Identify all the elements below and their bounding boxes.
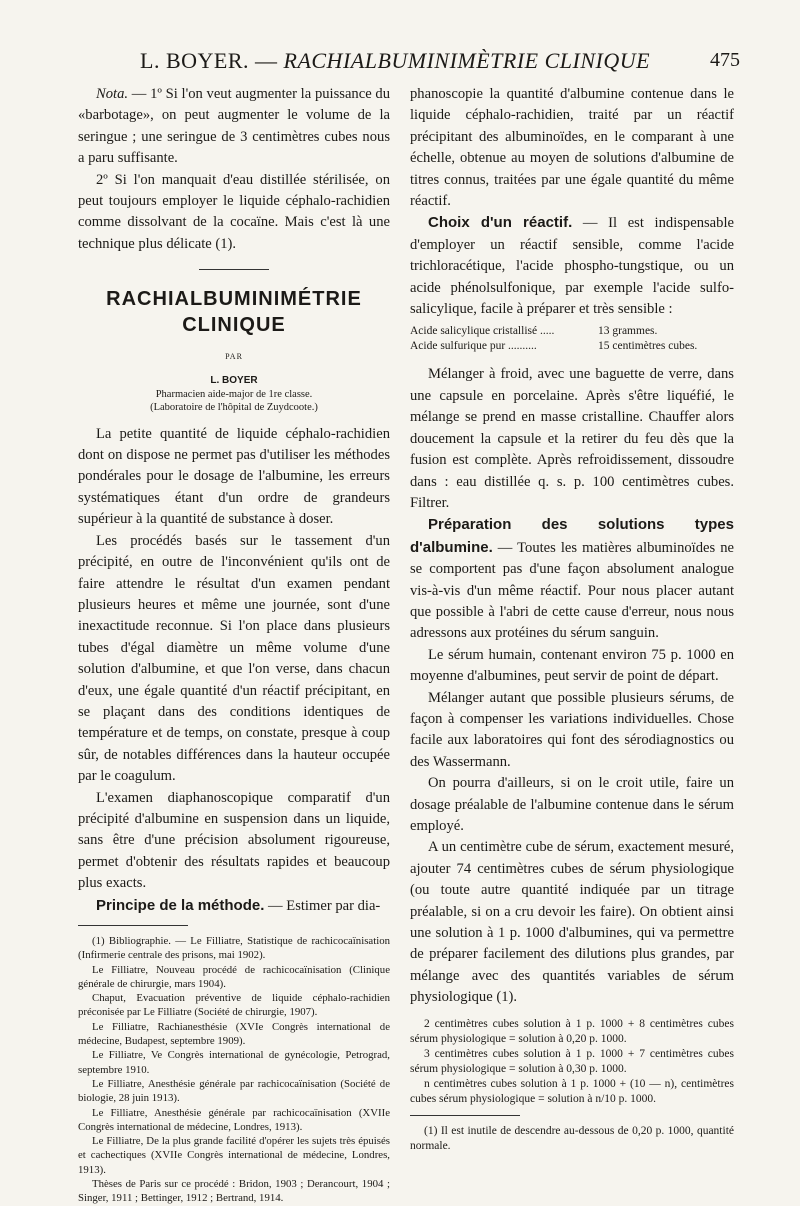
- body-paragraph: Le sérum humain, contenant environ 75 p. 1000 en moyenne d'albumines, peut servir de point de départ.: [410, 646, 734, 685]
- recipe-item: Acide sulfurique pur ..........: [410, 340, 537, 353]
- note-text-1: — 1º Si l'on veut augmenter la puissance du «barbotage», on peut augmenter le volume de la seringue ; une seringue de 3 centimètres cubes nous a paru suffisante.: [78, 86, 390, 167]
- left-column: [78, 84, 390, 1206]
- body-paragraph: Mélanger autant que possible plusieurs sérums, de façon à compenser les variations individuelles. Chose facile aux laboratoires qui font des sérodiagnostics ou des Wassermann.: [410, 689, 734, 770]
- recipe-qty: 15 centimètres cubes.: [598, 340, 698, 353]
- affiliation-line-1: Pharmacien aide-major de 1re classe.: [155, 388, 313, 400]
- body-paragraph: A un centimètre cube de sérum, exactement mesuré, ajouter 74 centimètres cubes de sérum physiologique (ou toute autre quantité indiquée par un titrage préalable, si on a cru devoir les faire). On obtient ainsi une solution à 1 p. 1000 d'albumines, qui va permettre de préparer facilement des dilutions plus grandes, par mélange avec des quantités variables de sérum physiologique (1).: [410, 839, 734, 1006]
- footnote-item: Chaput, Evacuation préventive de liquide céphalo-rachidien préconisée par Le Filliatre (Société de chirurgie, 1907).: [78, 992, 390, 1019]
- section-divider: [199, 269, 269, 270]
- dilution-line: 2 centimètres cubes solution à 1 p. 1000 + 8 centimètres cubes sérum physiologique = solution à 0,20 p. 1000.: [410, 1017, 734, 1045]
- running-title: [140, 48, 650, 74]
- running-header: [140, 48, 740, 78]
- byline-par: PAR: [225, 352, 243, 362]
- right-column: [410, 84, 734, 1154]
- prep-paragraph: [410, 514, 734, 644]
- page-number: 475: [710, 49, 740, 71]
- choix-paragraph: [410, 212, 734, 320]
- footnote-item: Le Filliatre, Anesthésie générale par rachicocaïnisation (Société de biologie, 28 juin 1913).: [78, 1077, 390, 1105]
- running-article-title: RACHIALBUMINIMÈTRIE CLINIQUE: [283, 48, 651, 73]
- principe-heading: Principe de la méthode.: [96, 896, 265, 914]
- footnote-item: Thèses de Paris sur ce procédé : Bridon, 1903 ; Derancourt, 1904 ; Singer, 1911 ; Bettinger, 1912 ; Bertrand, 1914.: [78, 1178, 390, 1205]
- note-label: Nota.: [96, 86, 129, 102]
- body-paragraph: Les procédés basés sur le tassement d'un précipité, en outre de l'inconvénient qu'ils ont de faire attendre le résultat d'un examen pendant plusieurs heures et même une journée, sont d'une inexactitude reconnue. Si l'on place dans plusieurs tubes d'égal diamètre un même volume d'une solution d'albumine, et que l'on verse, dans chacun d'eux, une égale quantité d'un réactif précipitant, en se plaçant dans des conditions identiques de température et de temps, on constate, presque à coup sûr, de notables différences dans la hauteur occupée par le coagulum.: [78, 532, 390, 785]
- footnote-item: Le Filliatre, Ve Congrès international de gynécologie, Petrograd, septembre 1910.: [78, 1049, 390, 1076]
- choix-heading: Choix d'un réactif.: [428, 214, 573, 232]
- note-paragraph: [78, 84, 390, 170]
- recipe-item: Acide salicylique cristallisé .....: [410, 325, 555, 338]
- affiliation-line-2: (Laboratoire de l'hôpital de Zuydcoote.): [150, 401, 318, 413]
- recipe-table: [410, 324, 734, 354]
- principe-text: — Estimer par dia-: [264, 897, 381, 914]
- footnote-item: Le Filliatre, Rachianesthésie (XVIe Congrès international de médecine, Budapest, septembre 1909).: [78, 1020, 390, 1048]
- footnote-item: Le Filliatre, De la plus grande facilité d'opérer les sujets très épuisés et cachectiques (XVIIe Congrès international de médecine, Londres, 1913).: [78, 1135, 390, 1176]
- author-name: L. BOYER: [210, 374, 258, 386]
- author-affiliation: [78, 388, 390, 414]
- dilution-line: n centimètres cubes solution à 1 p. 1000 + (10 — n), centimètres cubes sérum physiologique = solution à n/10 p. 1000.: [410, 1077, 734, 1105]
- footnote-item: Le Filliatre, Nouveau procédé de rachicocaïnisation (Clinique générale de chirurgie, mars 1904).: [78, 963, 390, 990]
- footnotes: [78, 934, 390, 1206]
- running-author: L. BOYER. —: [140, 48, 278, 73]
- body-paragraph: Mélanger à froid, avec une baguette de verre, dans une capsule en porcelaine. Après s'être liquéfié, le mélange se prend en masse cristalline. Chauffer alors doucement la capsule et la retirer du feu dès que la fusion est complète. Après refroidissement, dissoudre dans : eau distillée q. s. p. 100 centimètres cubes. Filtrer.: [410, 366, 734, 511]
- article-title-line-1: RACHIALBUMINIMÉTRIE: [106, 288, 362, 311]
- choix-text: — Il est indispensable d'employer un réactif sensible, comme l'acide trichloracétique, l'acide phospho-tungstique, ou un acide phénolsulfonique, par exemple l'acide sulfo-salicylique, facile à préparer et très sensible :: [410, 215, 734, 318]
- footnote-item: (1) Il est inutile de descendre au-dessous de 0,20 p. 1000, quantité normale.: [410, 1124, 734, 1152]
- recipe-row: [410, 324, 734, 339]
- note-paragraph-2: 2º Si l'on manquait d'eau distillée stérilisée, on peut toujours employer le liquide céphalo-rachidien comme dissolvant de la cocaïne. Mais c'est là une technique plus délicate (1).: [78, 171, 390, 252]
- prep-heading: Préparation des solutions types d'albumine.: [410, 516, 734, 556]
- article-title: [78, 286, 390, 338]
- article-title-line-2: CLINIQUE: [182, 314, 286, 337]
- body-paragraph: phanoscopie la quantité d'albumine contenue dans le liquide céphalo-rachidien, traité par un réactif précipitant des albuminoïdes, en le comparant à une échelle, obtenue au moyen de solutions d'albumine de titres connus, traitées par une égale quantité du même réactif.: [410, 86, 734, 210]
- footnote-item: (1) Bibliographie. — Le Filliatre, Statistique de rachicocaïnisation (Infirmerie centrale des prisons, mai 1902).: [78, 935, 390, 962]
- recipe-qty: 13 grammes.: [598, 325, 658, 338]
- principe-paragraph: [78, 895, 390, 917]
- body-paragraph: L'examen diaphanoscopique comparatif d'un précipité d'albumine en suspension dans un liquide, sans être d'une précision absolument rigoureuse, permet d'obtenir des résultats rapides et beaucoup plus exacts.: [78, 789, 390, 892]
- recipe-row: [410, 339, 734, 354]
- dilution-line: 3 centimètres cubes solution à 1 p. 1000 + 7 centimètres cubes sérum physiologique = solution à 0,30 p. 1000.: [410, 1047, 734, 1075]
- body-paragraph: La petite quantité de liquide céphalo-rachidien dont on dispose ne permet pas d'utiliser les méthodes pondérales pour le dosage de l'albumine, les erreurs systématiques étant d'un ordre de grandeurs supérieur à la quantité de substance à doser.: [78, 425, 390, 528]
- footnote-rule: [78, 925, 188, 926]
- body-paragraph: On pourra d'ailleurs, si on le croit utile, faire un dosage préalable de l'albumine contenue dans le sérum employé.: [410, 775, 734, 834]
- footnote-rule: [410, 1115, 520, 1116]
- prep-text: — Toutes les matières albuminoïdes ne se comportent pas d'une façon absolument analogue vis-à-vis d'un même réactif. Pour nous placer autant que possible à l'abri de cette cause d'erreur, nous nous adressons aux protéines du sérum sanguin.: [410, 539, 734, 642]
- footnote-item: Le Filliatre, Anesthésie générale par rachicocaïnisation (XVIIe Congrès international de médecine, Londres, 1913).: [78, 1106, 390, 1133]
